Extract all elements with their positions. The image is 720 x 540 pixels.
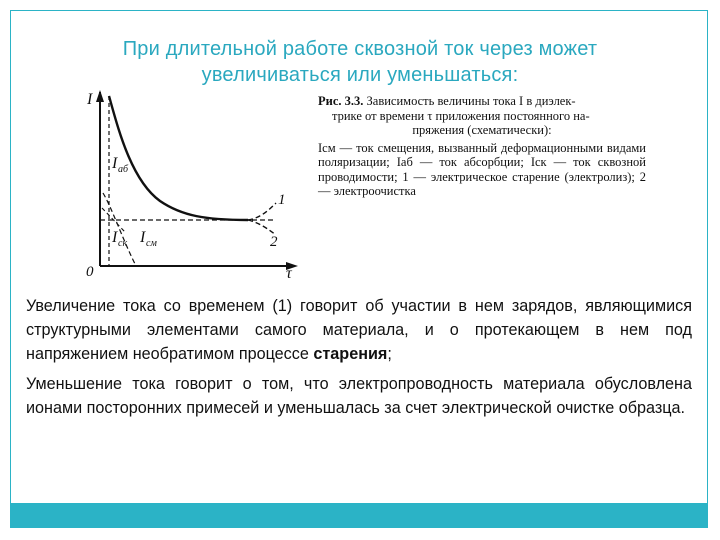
bottom-accent-bar xyxy=(11,503,707,527)
curve-main xyxy=(109,96,248,220)
figure-caption xyxy=(318,94,646,199)
paragraph-increase-end: ; xyxy=(387,345,392,363)
caption-legend: Iсм — ток смещения, вызванный деформационными видами поляризации; Iаб — ток абсорбции; Iск — ток сквозной проводимости; 1 — электрическое старение (электролиз); 2 — электроочистка xyxy=(318,140,646,198)
label-i-ab-sub: аб xyxy=(118,164,129,175)
curve-1-aging xyxy=(248,203,276,220)
label-x-axis: τ xyxy=(286,265,292,282)
label-i-ab: I xyxy=(112,155,118,172)
caption-line-3: пряжения (схематически): xyxy=(412,123,552,137)
paragraph-decrease: Уменьшение тока говорит о том, что электропроводность материала обусловлена ионами посторонних примесей и уменьшалась за счет электрической очистке образца. xyxy=(26,375,692,417)
label-i-sk-sub: ск xyxy=(118,238,128,249)
curve-2-cleaning xyxy=(248,220,276,235)
caption-head: Рис. 3.3. xyxy=(318,94,364,108)
label-i-sm-sub: см xyxy=(146,238,157,249)
slide-title xyxy=(40,36,680,88)
paragraph-increase-text: Увеличение тока со временем (1) говорит об участии в нем зарядов, являющимися структурными элементами самого материала, и о протекающем в нем под напряжением необратимом процессе xyxy=(26,297,692,363)
caption-title xyxy=(318,94,646,138)
label-origin: 0 xyxy=(86,264,94,280)
paragraph-increase xyxy=(26,294,692,366)
label-i-sk: I xyxy=(112,229,118,246)
label-curve-2: 2 xyxy=(270,234,278,250)
y-axis-arrow xyxy=(96,90,104,102)
caption-line-1: Зависимость величины тока I в диэлек- xyxy=(366,94,576,108)
caption-line-2: трике от времени τ приложения постоянного на- xyxy=(332,108,590,123)
paragraph-increase-bold: старения xyxy=(313,345,388,363)
label-y-axis: I xyxy=(87,91,93,108)
label-curve-1: 1 xyxy=(278,192,286,208)
title-line-2: увеличиваться или уменьшаться: xyxy=(201,64,519,86)
current-time-graph xyxy=(76,88,308,284)
curve-ism xyxy=(103,193,136,266)
title-line-1: При длительной работе сквозной ток через может xyxy=(122,38,598,60)
label-i-sm: I xyxy=(140,229,146,246)
body-text xyxy=(26,294,692,426)
